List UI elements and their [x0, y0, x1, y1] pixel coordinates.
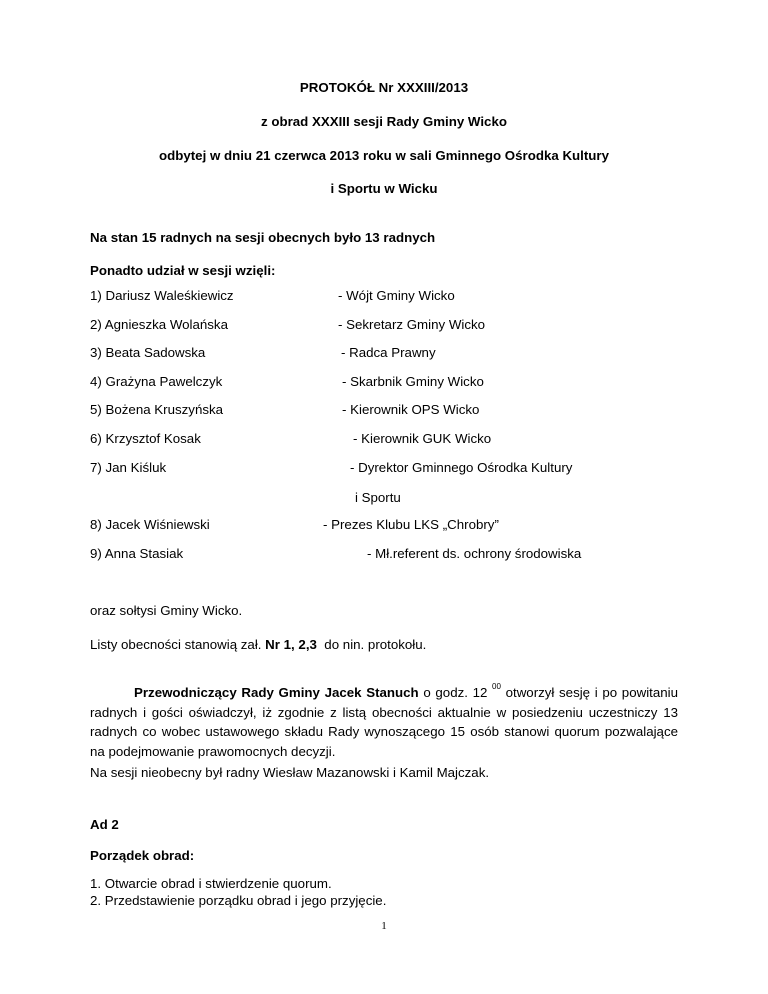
soltysi-line: oraz sołtysi Gminy Wicko. — [90, 603, 243, 618]
person-name: 6) Krzysztof Kosak — [90, 431, 201, 446]
document-title: PROTOKÓŁ Nr XXXIII/2013 — [299, 80, 469, 95]
absent-line: Na sesji nieobecny był radny Wiesław Mazanowski i Kamil Majczak. — [90, 765, 490, 780]
session-place-cont: i Sportu w Wicku — [330, 181, 438, 196]
opening-time-text: o godz. 12 — [418, 685, 493, 700]
agenda-heading: Porządek obrad: — [90, 848, 195, 863]
person-name: 5) Bożena Kruszyńska — [90, 402, 224, 417]
person-name: 2) Agnieszka Wolańska — [90, 317, 228, 332]
person-name: 9) Anna Stasiak — [90, 546, 184, 561]
person-role: - Prezes Klubu LKS „Chrobry” — [323, 517, 499, 532]
lists-text-end: do nin. protokołu. — [316, 637, 427, 652]
person-name: 4) Grażyna Pawelczyk — [90, 374, 223, 389]
person-role: - Kierownik GUK Wicko — [353, 431, 492, 446]
person-role: - Dyrektor Gminnego Ośrodka Kultury — [350, 460, 573, 475]
person-name: 3) Beata Sadowska — [90, 345, 206, 360]
person-role: - Radca Prawny — [341, 345, 436, 360]
person-role: - Kierownik OPS Wicko — [342, 402, 480, 417]
person-name: 7) Jan Kiśluk — [90, 460, 167, 475]
time-minutes-sup: 00 — [492, 682, 501, 691]
person-role: - Sekretarz Gminy Wicko — [338, 317, 486, 332]
person-role: - Skarbnik Gminy Wicko — [342, 374, 484, 389]
opening-body-text: otworzył sesję i po powitaniu radnych i gości oświadczył, iż zgodnie z listą obecności aktualnie w posiedzeniu uczestniczy 13 radnych co wobec ustawowego składu Rady wynoszącego 15 osób stanowi quorum pozwalające na podejmowanie prawomocnych decyzji. — [90, 685, 678, 759]
ad2-heading: Ad 2 — [90, 817, 119, 832]
opening-paragraph — [90, 683, 678, 761]
session-date-place: odbytej w dniu 21 czerwca 2013 roku w sali Gminnego Ośrodka Kultury — [158, 148, 609, 163]
agenda-list — [90, 875, 386, 909]
page-number: 1 — [381, 920, 387, 932]
attendance-lists-line — [90, 637, 426, 652]
attendance-summary: Na stan 15 radnych na sesji obecnych było 13 radnych — [90, 230, 436, 245]
others-heading: Ponadto udział w sesji wzięli: — [90, 263, 276, 278]
person-role: - Wójt Gminy Wicko — [338, 288, 455, 303]
lists-attachment-numbers: Nr 1, 2,3 — [265, 637, 317, 652]
person-name: 8) Jacek Wiśniewski — [90, 517, 210, 532]
session-subtitle: z obrad XXXIII sesji Rady Gminy Wicko — [261, 114, 507, 129]
person-name: 1) Dariusz Waleśkiewicz — [90, 288, 234, 303]
agenda-item: 1. Otwarcie obrad i stwierdzenie quorum. — [90, 876, 332, 891]
agenda-item: 2. Przedstawienie porządku obrad i jego przyjęcie. — [90, 893, 387, 908]
person-role: - Mł.referent ds. ochrony środowiska — [367, 546, 582, 561]
lists-text: Listy obecności stanowią zał. — [90, 637, 266, 652]
chairman-name: Przewodniczący Rady Gminy Jacek Stanuch — [134, 685, 419, 700]
person-role-cont: i Sportu — [355, 490, 401, 505]
